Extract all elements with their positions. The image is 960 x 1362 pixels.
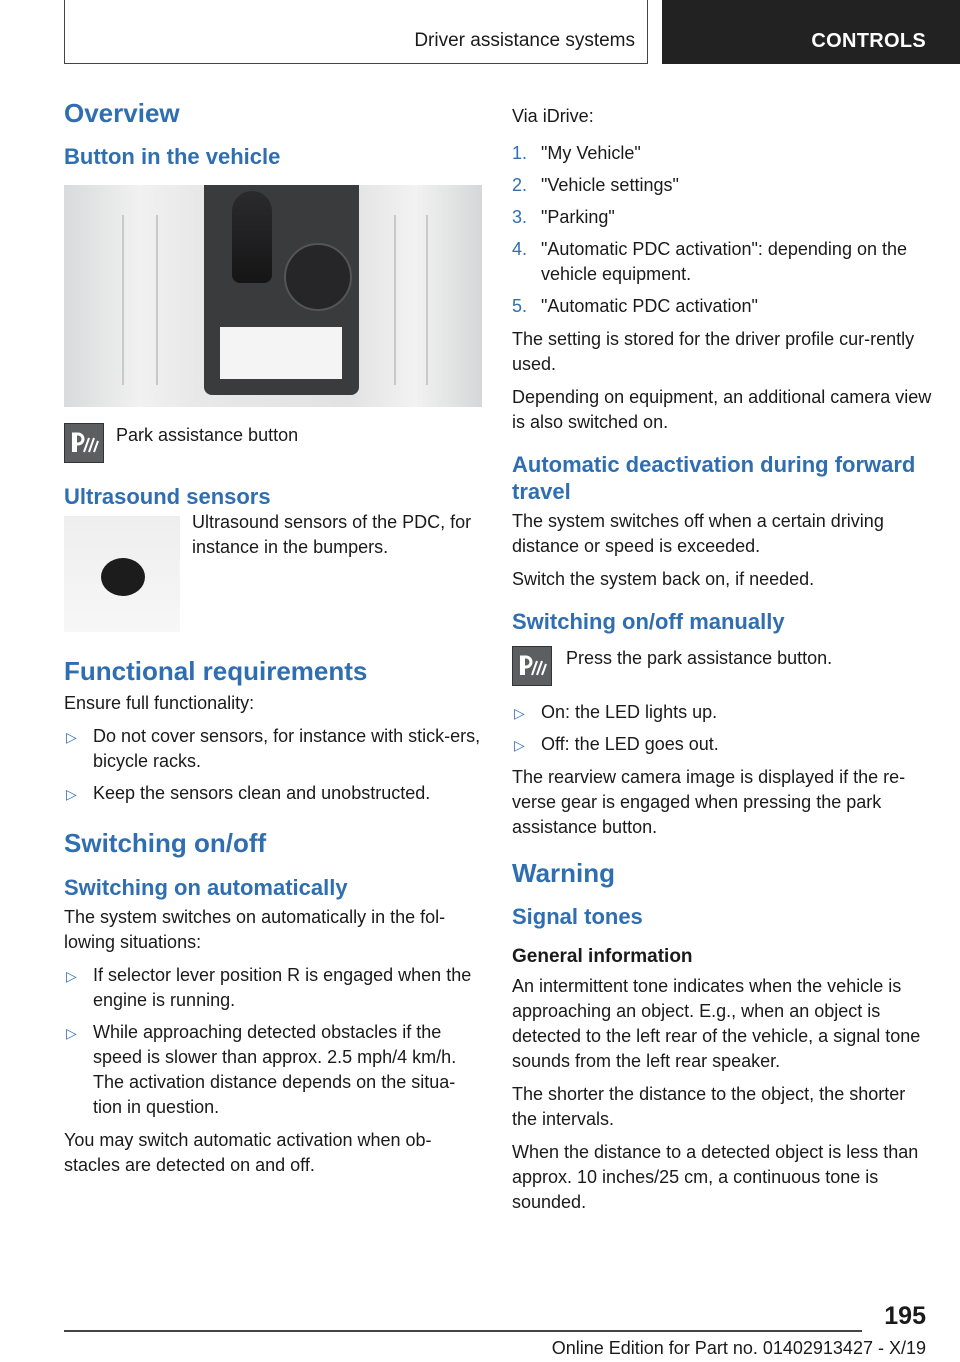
switching-heading: Switching on/off	[64, 828, 267, 859]
camera-text: Depending on equipment, an additional camera view is also switched on.	[512, 387, 932, 432]
list-item: 3. "Parking"	[512, 207, 615, 227]
triangle-bullet-icon: ▷	[514, 704, 525, 721]
header-chapter-tab	[662, 0, 960, 64]
overview-heading: Overview	[64, 98, 180, 128]
footer-edition: Online Edition for Part no. 01402913427 - X/19	[551, 1338, 926, 1358]
signal-tones-heading: Signal tones	[512, 903, 643, 929]
triangle-bullet-icon: ▷	[66, 968, 77, 985]
header-section-tab	[64, 0, 648, 64]
idrive-intro: Via iDrive:	[512, 106, 594, 126]
ultrasound-figure	[64, 512, 482, 632]
center-console-photo	[64, 185, 482, 407]
rearview-text: The rearview camera image is displayed if the re‐verse gear is engaged when pressing the park assistance button.	[512, 766, 906, 837]
stored-text: The setting is stored for the driver profile cur‐rently used.	[512, 329, 915, 374]
left-column	[64, 98, 482, 1186]
auto-on-heading: Switching on automatically	[64, 874, 348, 900]
idrive-controller	[284, 243, 352, 311]
triangle-bullet-icon: ▷	[66, 786, 77, 803]
park-assist-caption	[64, 423, 482, 463]
park-assist-icon	[64, 423, 104, 463]
manual-heading: Switching on/off manually	[512, 609, 785, 634]
functional-intro: Ensure full functionality:	[64, 693, 255, 714]
park-assist-icon	[512, 646, 552, 686]
selector-lever	[232, 191, 272, 283]
general-text: An intermittent tone indicates when the vehicle is approaching an object. E.g., when an object is detected to the left rear of the vehicle, a signal tone sounds from the left rear speaker.	[512, 976, 921, 1072]
functional-requirements-heading: Functional requirements	[64, 656, 368, 687]
park-assist-caption-text: Park assistance button	[116, 424, 299, 445]
auto-on-intro: The system switches on automatically in the fol‐lowing situations:	[64, 907, 446, 953]
list-item: 5. "Automatic PDC activation"	[512, 296, 758, 316]
list-item: ▷ Do not cover sensors, for instance with stick‐ers, bicycle racks.	[66, 726, 481, 772]
manual-press-row	[512, 646, 932, 686]
warning-heading: Warning	[512, 857, 616, 888]
list-item: ▷ Off: the LED goes out.	[512, 732, 932, 757]
triangle-bullet-icon: ▷	[66, 729, 77, 746]
ultrasound-sensor-photo	[64, 516, 180, 632]
list-item: ▷ If selector lever position R is engaged when the engine is running.	[66, 965, 472, 1011]
list-item: ▷ While approaching detected obstacles if the speed is slower than approx. 2.5 mph/4 km/h. The activation distance depends on the situa‐tion in question.	[66, 1022, 457, 1118]
list-item: ▷ Keep the sensors clean and unobstructed.	[64, 781, 482, 806]
auto-off-text-2: Switch the system back on, if needed.	[512, 569, 815, 589]
general-info-heading: General information	[512, 946, 693, 968]
section-title: Driver assistance systems	[414, 30, 635, 51]
auto-off-text: The system switches off when a certain driving distance or speed is exceeded.	[512, 511, 884, 556]
list-item: 2. "Vehicle settings"	[512, 175, 679, 195]
console-tray	[220, 327, 342, 379]
chapter-title: CONTROLS	[811, 30, 926, 52]
console-panel	[204, 185, 359, 395]
auto-on-note: You may switch automatic activation when ob‐stacles are detected on and off.	[64, 1130, 432, 1176]
page-number: 195	[884, 1302, 926, 1330]
footer-divider	[64, 1330, 862, 1332]
list-item: 4. "Automatic PDC activation": depending on the vehicle equipment.	[512, 239, 907, 284]
manual-press-text: Press the park assistance button.	[566, 647, 833, 668]
list-item: 1. "My Vehicle"	[512, 143, 641, 163]
ultrasound-text: Ultrasound sensors of the PDC, for instance in the bumpers.	[192, 512, 472, 558]
shorter-text: The shorter the distance to the object, the shorter the intervals.	[512, 1084, 906, 1130]
continuous-text: When the distance to a detected object is less than approx. 10 inches/25 cm, a continuous tone is sounded.	[512, 1142, 919, 1213]
ultrasound-heading: Ultrasound sensors	[64, 483, 271, 509]
manual-list	[512, 700, 932, 757]
idrive-steps	[512, 141, 932, 319]
right-column	[512, 104, 932, 1223]
functional-list	[64, 724, 482, 806]
triangle-bullet-icon: ▷	[66, 1025, 77, 1042]
auto-off-heading: Automatic deactivation during forward travel	[512, 452, 916, 504]
button-in-vehicle-heading: Button in the vehicle	[64, 144, 281, 170]
triangle-bullet-icon: ▷	[514, 736, 525, 753]
list-item: ▷ On: the LED lights up.	[512, 700, 932, 725]
auto-on-list	[64, 963, 482, 1120]
